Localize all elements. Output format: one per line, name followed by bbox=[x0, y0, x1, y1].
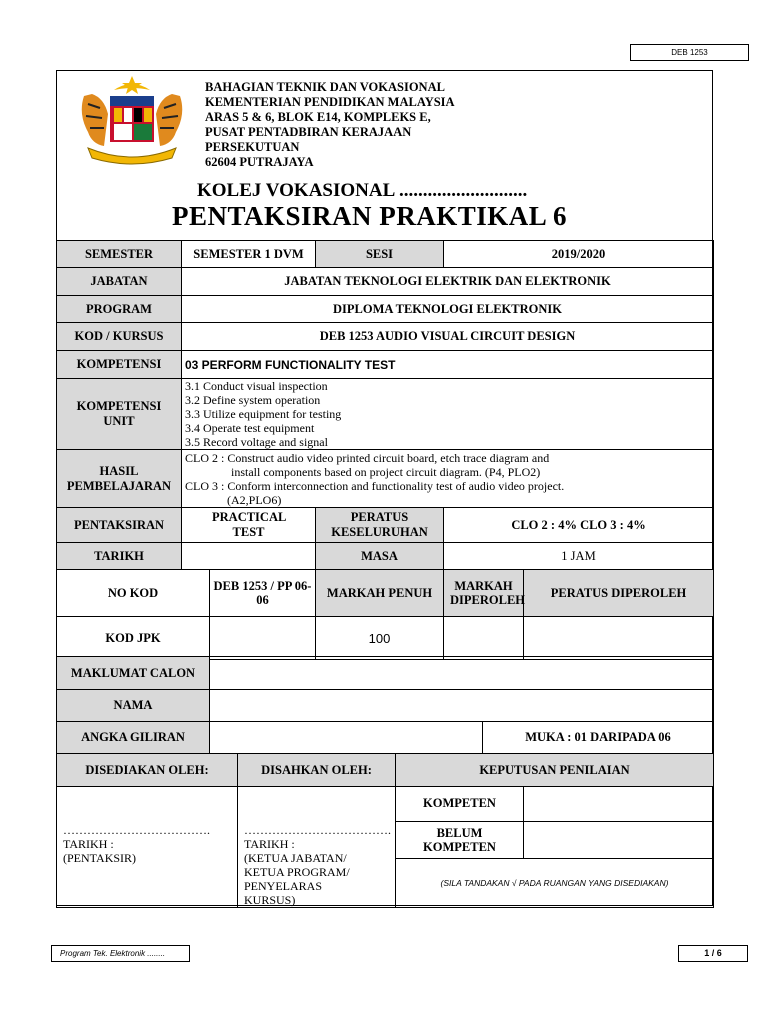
pentaksiran-value: PRACTICAL TEST bbox=[182, 508, 316, 543]
semester-label: SEMESTER bbox=[57, 241, 182, 268]
signature-line: ………………………………. bbox=[63, 823, 210, 837]
header-line: KEMENTERIAN PENDIDIKAN MALAYSIA bbox=[205, 95, 455, 109]
kod-jpk-value bbox=[210, 617, 316, 660]
kod-kursus-value: DEB 1253 AUDIO VISUAL CIRCUIT DESIGN bbox=[182, 323, 714, 351]
program-label: PROGRAM bbox=[57, 296, 182, 323]
footer-program: Program Tek. Elektronik ........ bbox=[51, 945, 190, 962]
kod-jpk-label: KOD JPK bbox=[57, 617, 210, 660]
markah-diperoleh-value bbox=[444, 617, 524, 660]
footer-page-number: 1 / 6 bbox=[678, 945, 748, 962]
disahkan-label: DISAHKAN OLEH: bbox=[238, 754, 396, 787]
list-item: 3.3 Utilize equipment for testing bbox=[185, 407, 342, 421]
document-code: DEB 1253 bbox=[630, 44, 749, 61]
list-item: 3.2 Define system operation bbox=[185, 393, 321, 407]
malaysia-coat-of-arms-logo bbox=[74, 74, 190, 166]
markah-penuh-value: 100 bbox=[316, 617, 444, 660]
header-line: ARAS 5 & 6, BLOK E14, KOMPLEKS E, bbox=[205, 110, 431, 124]
no-kod-value: DEB 1253 / PP 06-06 bbox=[210, 570, 316, 617]
kompeten-label: KOMPETEN bbox=[396, 787, 524, 822]
signoff-table bbox=[56, 753, 714, 908]
kod-kursus-label: KOD / KURSUS bbox=[57, 323, 182, 351]
pentaksir-text: (PENTAKSIR) bbox=[63, 851, 137, 865]
clo-line: (A2,PLO6) bbox=[227, 492, 282, 507]
header-line: BAHAGIAN TEKNIK DAN VOKASIONAL bbox=[205, 80, 445, 94]
candidate-table bbox=[56, 656, 714, 754]
clo-line: install components based on project circuit diagram. (P4, PLO2) bbox=[231, 464, 541, 479]
marks-table bbox=[56, 569, 714, 660]
muka-surat: MUKA : 01 DARIPADA 06 bbox=[483, 722, 714, 754]
ketua-signature[interactable] bbox=[238, 787, 396, 908]
sesi-value: 2019/2020 bbox=[444, 241, 714, 268]
ketua-line: KETUA PROGRAM/ bbox=[244, 865, 350, 879]
kolej-name: KOLEJ VOKASIONAL ........................... bbox=[197, 180, 528, 201]
list-item: 3.5 Record voltage and signal bbox=[185, 435, 328, 449]
clo-line: CLO 3 : Conform interconnection and functionality test of audio video project. bbox=[185, 478, 565, 493]
disediakan-label: DISEDIAKAN OLEH: bbox=[57, 754, 238, 787]
sesi-label: SESI bbox=[316, 241, 444, 268]
nama-field[interactable] bbox=[210, 690, 714, 722]
belum-kompeten-checkbox[interactable] bbox=[524, 821, 714, 858]
signature-line: ………………………………. bbox=[244, 823, 391, 837]
tarikh-value bbox=[182, 543, 316, 570]
peratus-diperoleh-label: PERATUS DIPEROLEH bbox=[524, 570, 714, 617]
ketua-line: KURSUS) bbox=[244, 893, 296, 907]
pentaksiran-label: PENTAKSIRAN bbox=[57, 508, 182, 543]
kompetensi-unit-list bbox=[182, 379, 714, 450]
maklumat-calon-field[interactable] bbox=[210, 657, 714, 690]
no-kod-label: NO KOD bbox=[57, 570, 210, 617]
keputusan-penilaian-label: KEPUTUSAN PENILAIAN bbox=[396, 754, 714, 787]
nama-label: NAMA bbox=[57, 690, 210, 722]
list-item: 3.4 Operate test equipment bbox=[185, 421, 315, 435]
header-address bbox=[205, 80, 455, 170]
list-item: 3.1 Conduct visual inspection bbox=[185, 379, 328, 393]
header-line: 62604 PUTRAJAYA bbox=[205, 155, 314, 169]
header-line: PUSAT PENTADBIRAN KERAJAAN bbox=[205, 125, 412, 139]
hasil-pembelajaran-label: HASIL PEMBELAJARAN bbox=[57, 450, 182, 508]
hasil-pembelajaran-value bbox=[182, 450, 714, 508]
info-table bbox=[56, 240, 714, 570]
maklumat-calon-label: MAKLUMAT CALON bbox=[57, 657, 210, 690]
ketua-line: PENYELARAS bbox=[244, 879, 323, 893]
jabatan-label: JABATAN bbox=[57, 268, 182, 296]
markah-diperoleh-label: MARKAH DIPEROLEH bbox=[444, 570, 524, 617]
tandakan-note: (SILA TANDAKAN √ PADA RUANGAN YANG DISEDIAKAN) bbox=[396, 858, 714, 907]
peratus-diperoleh-value bbox=[524, 617, 714, 660]
pentaksir-signature[interactable] bbox=[57, 787, 238, 908]
peratus-keseluruhan-label: PERATUS KESELURUHAN bbox=[316, 508, 444, 543]
angka-giliran-label: ANGKA GILIRAN bbox=[57, 722, 210, 754]
markah-penuh-label: MARKAH PENUH bbox=[316, 570, 444, 617]
masa-label: MASA bbox=[316, 543, 444, 570]
tarikh-text: TARIKH : bbox=[63, 837, 114, 851]
tarikh-text: TARIKH : bbox=[244, 837, 295, 851]
page-title: PENTAKSIRAN PRAKTIKAL 6 bbox=[172, 201, 568, 231]
angka-giliran-field[interactable] bbox=[210, 722, 483, 754]
kompetensi-label: KOMPETENSI bbox=[57, 351, 182, 379]
jabatan-value: JABATAN TEKNOLOGI ELEKTRIK DAN ELEKTRONIK bbox=[182, 268, 714, 296]
kompeten-checkbox[interactable] bbox=[524, 787, 714, 822]
peratus-keseluruhan-value: CLO 2 : 4% CLO 3 : 4% bbox=[444, 508, 714, 543]
tarikh-label: TARIKH bbox=[57, 543, 182, 570]
header-line: PERSEKUTUAN bbox=[205, 140, 300, 154]
kompetensi-unit-label: KOMPETENSI UNIT bbox=[57, 379, 182, 450]
program-value: DIPLOMA TEKNOLOGI ELEKTRONIK bbox=[182, 296, 714, 323]
belum-kompeten-label: BELUM KOMPETEN bbox=[396, 821, 524, 858]
semester-value: SEMESTER 1 DVM bbox=[182, 241, 316, 268]
clo-line: CLO 2 : Construct audio video printed circuit board, etch trace diagram and bbox=[185, 450, 550, 465]
masa-value: 1 JAM bbox=[444, 543, 714, 570]
kompetensi-value: 03 PERFORM FUNCTIONALITY TEST bbox=[182, 351, 714, 379]
ketua-line: (KETUA JABATAN/ bbox=[244, 851, 347, 865]
